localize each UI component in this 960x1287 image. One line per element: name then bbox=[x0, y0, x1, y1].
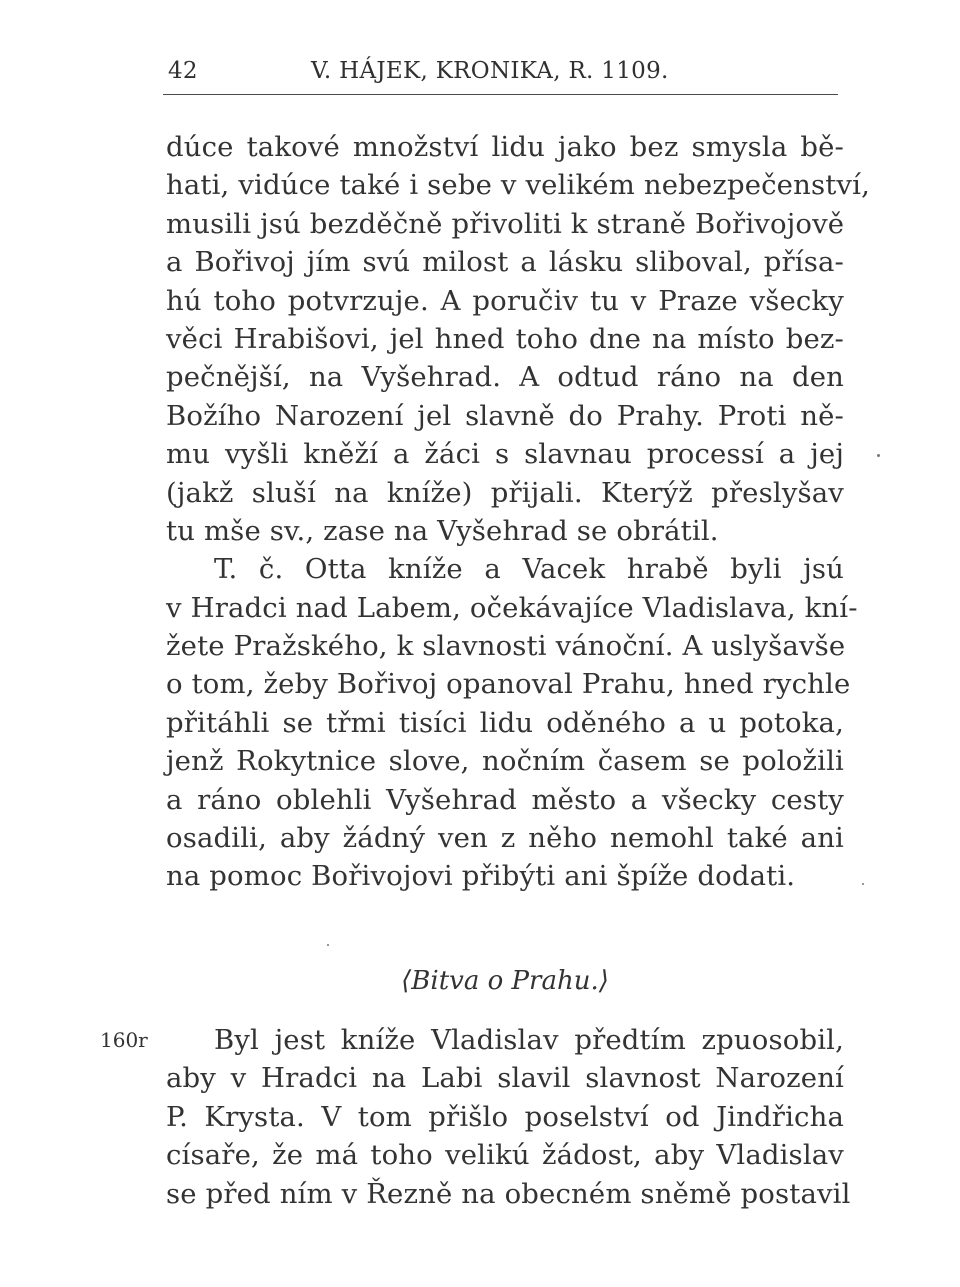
text-line: musili jsú bezděčně přivoliti k straně Bořivojově bbox=[166, 207, 845, 240]
margin-folio-note: 160r bbox=[100, 1028, 148, 1052]
text-line: jenž Rokytnice slove, nočním časem se položili bbox=[166, 745, 844, 778]
body-text bbox=[166, 128, 870, 896]
text-line: o tom, žeby Bořivoj opanoval Prahu, hned rychle bbox=[166, 668, 851, 701]
page-header bbox=[168, 58, 840, 90]
text-line: osadili, aby žádný ven z něho nemohl také ani bbox=[166, 822, 844, 855]
text-line: tu mše sv., zase na Vyšehrad se obrátil. bbox=[166, 514, 719, 547]
text-line: mu vyšli kněží a žáci s slavnau processí a jej bbox=[166, 438, 844, 471]
text-line: aby v Hradci na Labi slavil slavnost Narození bbox=[166, 1062, 844, 1095]
text-line: přitáhli se třmi tisíci lidu oděného a u potoka, bbox=[166, 706, 844, 739]
paragraph-1 bbox=[166, 128, 870, 550]
text-line: Božího Narození jel slavně do Prahy. Proti ně- bbox=[166, 399, 844, 432]
text-line: žete Pražského, k slavnosti vánoční. A uslyšavše bbox=[166, 630, 846, 663]
print-speck bbox=[862, 883, 864, 885]
text-line: pečnější, na Vyšehrad. A odtud ráno na den bbox=[166, 361, 844, 394]
text-line: hú toho potvrzuje. A poručiv tu v Praze všecky bbox=[166, 284, 844, 317]
text-line: v Hradci nad Labem, očekávajíce Vladislava, kní- bbox=[166, 591, 858, 624]
text-line: a Bořivoj jím svú milost a lásku sliboval, přísa- bbox=[166, 246, 844, 279]
print-speck bbox=[327, 944, 329, 946]
header-rule bbox=[163, 94, 838, 95]
text-line: císaře, že má toho velikú žádost, aby Vladislav bbox=[166, 1139, 844, 1172]
text-line: Byl jest kníže Vladislav předtím zpuosobil, bbox=[214, 1024, 844, 1056]
running-head: V. HÁJEK, KRONIKA, R. 1109. bbox=[311, 58, 669, 84]
text-line: hati, vidúce také i sebe v velikém nebezpečenství, bbox=[166, 169, 870, 202]
text-line: se před ním v Řezně na obecném sněmě postavil bbox=[166, 1177, 851, 1210]
text-line: na pomoc Bořivojovi přibýti ani špíže dodati. bbox=[166, 860, 796, 893]
text-line: P. Krysta. V tom přišlo poselství od Jindřicha bbox=[166, 1100, 844, 1133]
text-line: a ráno oblehli Vyšehrad město a všecky cesty bbox=[166, 783, 844, 816]
text-line: (jakž sluší na kníže) přijali. Kterýž přeslyšav bbox=[166, 476, 844, 509]
section-heading: ⟨Bitva o Prahu.⟩ bbox=[401, 966, 609, 996]
page-number: 42 bbox=[168, 58, 198, 84]
text-line: dúce takové množství lidu jako bez smysla bě- bbox=[166, 131, 844, 163]
text-line: T. č. Otta kníže a Vacek hrabě byli jsú bbox=[214, 553, 844, 586]
body-text-continued bbox=[166, 1021, 851, 1213]
text-line: věci Hrabišovi, jel hned toho dne na místo bez- bbox=[166, 322, 844, 355]
paragraph-3 bbox=[166, 1021, 851, 1213]
print-speck bbox=[877, 454, 880, 457]
paragraph-2 bbox=[166, 550, 858, 896]
